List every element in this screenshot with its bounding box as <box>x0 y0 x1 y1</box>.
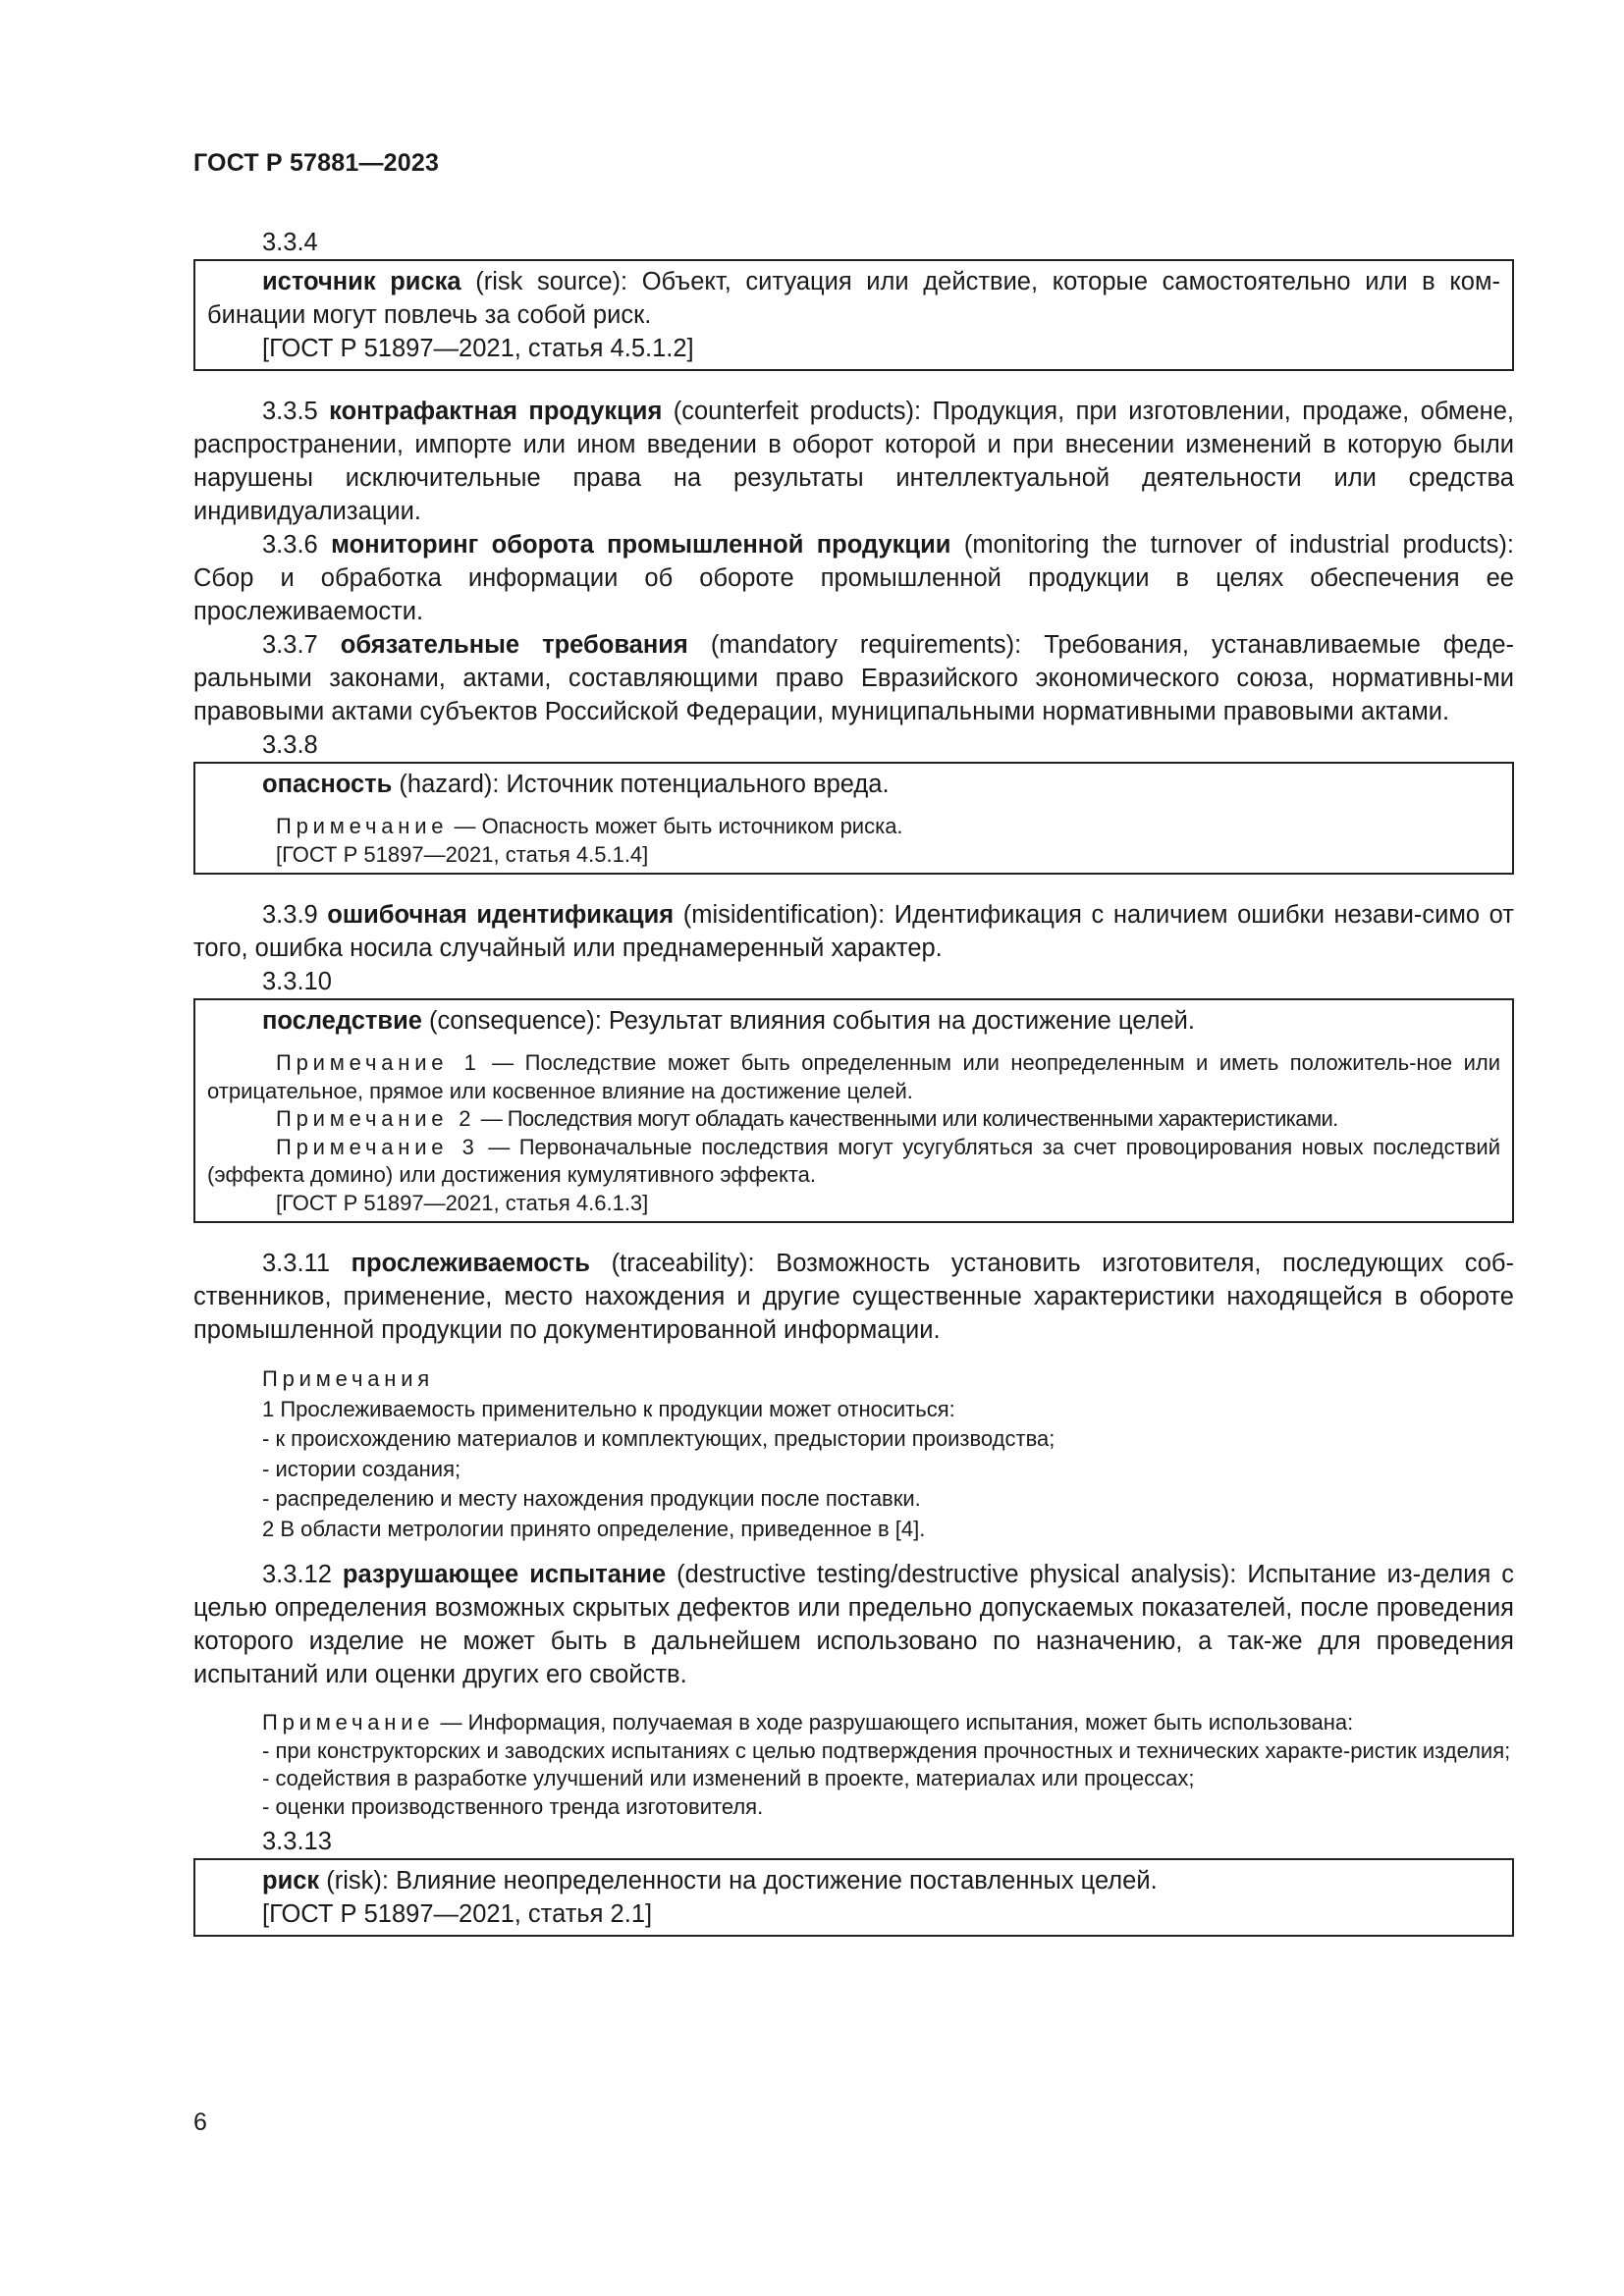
term-title: риск <box>262 1867 320 1895</box>
term-number-3-3-8: 3.3.8 <box>262 731 318 759</box>
notes-label: Примечания <box>262 1366 435 1391</box>
term-number: 3.3.12 <box>262 1561 343 1588</box>
note-item: - распределению и месту нахождения продукции после поставки. <box>262 1486 921 1511</box>
term-reference: [ГОСТ Р 51897—2021, статья 4.5.1.4] <box>276 841 649 867</box>
term-text: (destructive testing/destructive physical analysis): Испытание из-делия с целью определения возможных скрытых дефектов или предельно допускаемых показателей, после проведения которого изделие не может быть в дальнейшем использовано по назначению, а так-же для проведения испытаний или оценки других его свойств. <box>193 1561 1515 1688</box>
note-label: Примечание 3 <box>276 1134 479 1159</box>
term-note-3 <box>207 1134 1500 1190</box>
term-text: (mandatory requirements): Требования, устанавливаемые феде-ральными законами, актами, составляющими право Евразийского экономического союза, нормативны-ми правовыми актами субъектов Российской Федерации, муниципальными нормативными правовыми актами. <box>193 631 1514 725</box>
term-title: ошибочная идентификация <box>327 901 675 929</box>
term-number-3-3-4: 3.3.4 <box>262 229 318 256</box>
note-item: - оценки производственного тренда изготовителя. <box>262 1793 764 1819</box>
term-traceability <box>193 1247 1514 1347</box>
term-reference: [ГОСТ Р 51897—2021, статья 4.5.1.2] <box>262 335 694 362</box>
term-box-consequence <box>193 998 1514 1223</box>
term-text: (counterfeit products): Продукция, при изготовлении, продаже, обмене, распространении, импорте или ином введении в оборот которой и при внесении изменений в которую были нарушены исключительные права на результаты интеллектуальной деятельности или средства индивидуализации. <box>193 398 1514 525</box>
term-box-hazard <box>193 762 1514 875</box>
term-note <box>207 813 1500 841</box>
term-definition <box>207 1864 1500 1897</box>
note-text: — Опасность может быть источником риска. <box>448 814 903 838</box>
term-reference: [ГОСТ Р 51897—2021, статья 2.1] <box>262 1900 653 1928</box>
term-definition <box>207 768 1500 801</box>
term-definition <box>207 265 1500 332</box>
traceability-notes <box>193 1364 1514 1544</box>
note-item: - истории создания; <box>262 1456 461 1481</box>
note-label: Примечание <box>262 1710 435 1735</box>
term-title: контрафактная продукция <box>329 398 663 425</box>
term-definition <box>207 1004 1500 1038</box>
term-text: (traceability): Возможность установить изготовителя, последующих соб-ственников, применение, место нахождения и другие существенные характеристики находящейся в обороте промышленной продукции по документированной информации. <box>193 1250 1515 1344</box>
term-title: мониторинг оборота промышленной продукции <box>331 531 951 559</box>
note-text: — Первоначальные последствия могут усугубляться за счет провоцирования новых последствий (эффекта домино) или достижения кумулятивного эффекта. <box>207 1134 1500 1187</box>
term-monitoring-turnover <box>193 528 1514 628</box>
note-item: 2 В области метрологии принято определение, приведенное в [4]. <box>262 1516 926 1541</box>
note-item: 1 Прослеживаемость применительно к продукции может относиться: <box>262 1396 955 1421</box>
term-title: источник риска <box>262 268 461 295</box>
note-label: Примечание 1 <box>276 1050 481 1075</box>
page-number: 6 <box>193 2109 207 2136</box>
term-number-3-3-13: 3.3.13 <box>262 1828 332 1855</box>
note-text: — Последствия могут обладать качественными или количественными характеристиками. <box>475 1106 1338 1131</box>
term-number: 3.3.5 <box>262 398 330 425</box>
term-number-3-3-10: 3.3.10 <box>262 968 332 995</box>
note-label: Примечание 2 <box>276 1106 476 1131</box>
term-number: 3.3.9 <box>262 901 328 929</box>
note-item: - при конструкторских и заводских испытаниях с целью подтверждения прочностных и технических характе-ристик изделия; <box>262 1737 1511 1763</box>
note-item: - содействия в разработке улучшений или изменений в проекте, материалах или процессах; <box>262 1766 1195 1790</box>
term-mandatory-requirements <box>193 628 1514 728</box>
term-reference: [ГОСТ Р 51897—2021, статья 4.6.1.3] <box>276 1190 649 1215</box>
document-body <box>193 226 1514 1960</box>
note-label: Примечание <box>276 814 449 838</box>
term-title: последствие <box>262 1007 422 1035</box>
term-text: (monitoring the turnover of industrial products): Сбор и обработка информации об обороте промышленной продукции в целях обеспечения ее прослеживаемости. <box>193 531 1515 625</box>
term-note-1 <box>207 1049 1500 1105</box>
term-note <box>193 1709 1514 1737</box>
term-title: разрушающее испытание <box>342 1561 667 1588</box>
term-box-risk-source <box>193 259 1514 371</box>
term-title: прослеживаемость <box>351 1250 590 1277</box>
term-destructive-testing <box>193 1558 1514 1691</box>
term-text: (consequence): Результат влияния события на достижение целей. <box>421 1007 1195 1035</box>
term-number: 3.3.7 <box>262 631 341 659</box>
note-text: — Информация, получаемая в ходе разрушающего испытания, может быть использована: <box>434 1710 1354 1735</box>
term-misidentification <box>193 898 1514 965</box>
term-text: (hazard): Источник потенциального вреда. <box>392 771 890 798</box>
term-number: 3.3.11 <box>262 1250 352 1277</box>
term-text: (misidentification): Идентификация с наличием ошибки незави-симо от того, ошибка носила случайный или преднамеренный характер. <box>193 901 1514 962</box>
note-text: — Последствие может быть определенным или неопределенным и иметь положитель-ное или отрицательное, прямое или косвенное влияние на достижение целей. <box>207 1050 1500 1103</box>
term-number: 3.3.6 <box>262 531 332 559</box>
note-item: - к происхождению материалов и комплектующих, предыстории производства; <box>262 1426 1056 1451</box>
destructive-testing-note <box>193 1709 1514 1821</box>
term-title: опасность <box>262 771 393 798</box>
term-text: (risk source): Объект, ситуация или действие, которые самостоятельно или в ком-бинации могут повлечь за собой риск. <box>207 268 1500 329</box>
document-code-header: ГОСТ Р 57881—2023 <box>193 149 440 177</box>
term-box-risk <box>193 1858 1514 1937</box>
term-text: (risk): Влияние неопределенности на достижение поставленных целей. <box>319 1867 1158 1895</box>
term-note-2 <box>207 1105 1500 1134</box>
term-counterfeit-products <box>193 395 1514 528</box>
term-title: обязательные требования <box>340 631 688 659</box>
